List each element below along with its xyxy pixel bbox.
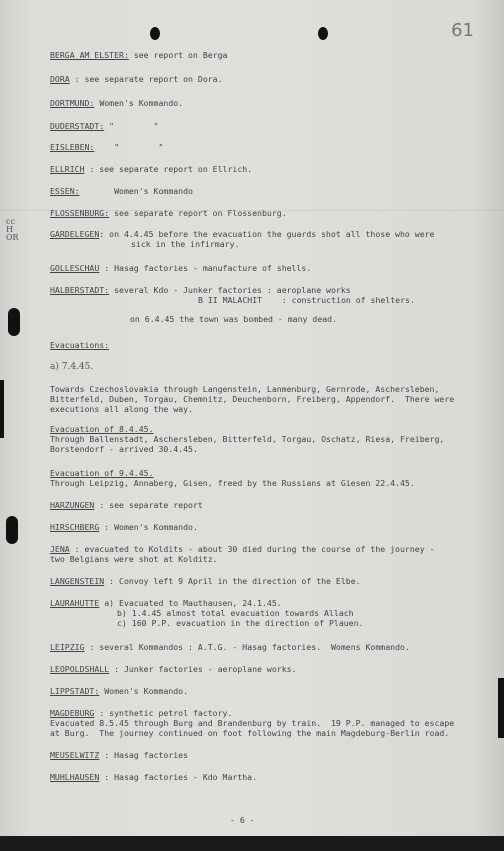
entry-essen bbox=[50, 186, 193, 196]
page-number: 61 bbox=[451, 20, 474, 41]
entry-laurahutte bbox=[50, 598, 282, 608]
entry-label: ELLRICH bbox=[50, 164, 85, 174]
entry-text: : see separate report bbox=[99, 500, 203, 510]
entry-harzungen bbox=[50, 500, 203, 510]
punch-hole-left-1 bbox=[8, 308, 20, 336]
entry-text: Women's Kommando. bbox=[104, 686, 189, 696]
entry-text: : Hasag factories bbox=[104, 750, 189, 760]
entry-text: see report on Berga bbox=[133, 50, 228, 60]
entry-label: LEOPOLDSHALL bbox=[50, 664, 110, 674]
entry-muhlhausen bbox=[50, 772, 257, 782]
evacuation-a-text: Bitterfeld, Duben, Torgau, Chemnitz, Deuchenborn, Freiberg, Appendorf. There were bbox=[50, 394, 455, 404]
entry-duderstadt bbox=[50, 121, 158, 131]
entry-text: several Kdo - Junker factories : aeroplane works bbox=[114, 285, 351, 295]
entry-dortmund bbox=[50, 98, 183, 108]
evacuation-b-text: Through Ballenstadt, Aschersleben, Bitterfeld, Torgau, Oschatz, Riesa, Freiberg, bbox=[50, 434, 445, 444]
entry-leopoldshall bbox=[50, 664, 296, 674]
entry-text: : Women's Kommando. bbox=[104, 522, 198, 532]
entry-label: BERGA AM ELSTER: bbox=[50, 50, 129, 60]
entry-label: MUHLHAUSEN bbox=[50, 772, 100, 782]
entry-label: DORTMUND: bbox=[50, 98, 95, 108]
entry-lippstadt bbox=[50, 686, 188, 696]
entry-text: : evacuated to Koldits - about 30 died during the course of the journey - bbox=[74, 544, 435, 554]
entry-leipzig bbox=[50, 642, 410, 652]
entry-text: : several Kommandos : A.T.G. - Hasag factories. Womens Kommando. bbox=[89, 642, 410, 652]
entry-ellrich bbox=[50, 164, 252, 174]
punch-hole-top-left bbox=[150, 27, 160, 40]
entry-label: GARDELEGEN bbox=[50, 229, 100, 239]
entry-label: DORA bbox=[50, 74, 70, 84]
entry-halberstadt bbox=[50, 285, 351, 295]
entry-berga bbox=[50, 50, 227, 60]
entry-label: JENA bbox=[50, 544, 70, 554]
evacuation-b-label: Evacuation of 8.4.45. bbox=[50, 424, 154, 434]
evacuation-c-label: Evacuation of 9.4.45. bbox=[50, 468, 154, 478]
entry-text: " " bbox=[114, 142, 164, 152]
entry-halberstadt-bombing: on 6.4.45 the town was bombed - many dead. bbox=[130, 314, 338, 324]
entry-langenstein bbox=[50, 576, 361, 586]
entry-text: : see separate report on Ellrich. bbox=[89, 164, 253, 174]
entry-magdeburg-cont: at Burg. The journey continued on foot following the main Magdeburg-Berlin road. bbox=[50, 728, 450, 738]
entry-dora bbox=[50, 74, 223, 84]
entry-meuselwitz bbox=[50, 750, 188, 760]
entry-label: ESSEN: bbox=[50, 186, 80, 196]
entry-label: FLOSSENBURG: bbox=[50, 208, 110, 218]
edge-shadow-left bbox=[0, 380, 4, 438]
entry-label: LEIPZIG bbox=[50, 642, 85, 652]
entry-text: Women's Kommando bbox=[114, 186, 193, 196]
entry-text: : Hasag factories - Kdo Martha. bbox=[104, 772, 258, 782]
entry-magdeburg bbox=[50, 708, 232, 718]
entry-golleschau bbox=[50, 263, 311, 273]
entry-flossenburg bbox=[50, 208, 287, 218]
entry-eisleben bbox=[50, 142, 163, 152]
evacuation-a-text: executions all along the way. bbox=[50, 404, 193, 414]
entry-halberstadt-cont: B II MALACHIT : construction of shelters. bbox=[198, 295, 415, 305]
entry-text: Women's Kommando. bbox=[99, 98, 184, 108]
entry-laurahutte-c: c) 160 P.P. evacuation in the direction of Plauen. bbox=[117, 618, 364, 628]
entry-label: HALBERSTADT: bbox=[50, 285, 110, 295]
bottom-edge-shadow bbox=[0, 836, 504, 851]
entry-text: " " bbox=[109, 121, 159, 131]
entry-text: see separate report on Flossenburg. bbox=[114, 208, 287, 218]
entry-text: : Hasag factories - manufacture of shells. bbox=[104, 263, 312, 273]
punch-hole-top-right bbox=[318, 27, 328, 40]
entry-label: LAURAHUTTE bbox=[50, 598, 100, 608]
entry-label: LANGENSTEIN bbox=[50, 576, 105, 586]
evacuation-c-text: Through Leipzig, Annaberg, Gisen, freed by the Russians at Giesen 22.4.45. bbox=[50, 478, 415, 488]
entry-text: : on 4.4.45 before the evacuation the guards shot all those who were bbox=[99, 229, 435, 239]
entry-magdeburg-cont: Evacuated 8.5.45 through Burg and Brandenburg by train. 19 P.P. managed to escape bbox=[50, 718, 455, 728]
punch-hole-left-2 bbox=[6, 516, 18, 544]
entry-gardelegen-cont: sick in the infirmary. bbox=[131, 239, 240, 249]
entry-text: : Junker factories - aeroplane works. bbox=[114, 664, 297, 674]
entry-label: DUDERSTADT: bbox=[50, 121, 105, 131]
entry-gardelegen bbox=[50, 229, 435, 239]
page-footer: - 6 - bbox=[230, 815, 255, 825]
entry-label: LIPPSTADT: bbox=[50, 686, 100, 696]
evacuation-a-label: a) 7.4.45. bbox=[50, 362, 94, 372]
entry-text: : synthetic petrol factory. bbox=[99, 708, 233, 718]
evacuations-heading: Evacuations: bbox=[50, 340, 110, 350]
margin-annotation: cc H OR bbox=[6, 217, 19, 242]
entry-label: GOLLESCHAU bbox=[50, 263, 100, 273]
entry-text: : see separate report on Dora. bbox=[74, 74, 223, 84]
evacuation-b-text: Borstendorf - arrived 30.4.45. bbox=[50, 444, 198, 454]
entry-label: EISLEBEN: bbox=[50, 142, 95, 152]
entry-label: HARZUNGEN bbox=[50, 500, 95, 510]
entry-label: HIRSCHBERG bbox=[50, 522, 100, 532]
entry-laurahutte-b: b) 1.4.45 almost total evacuation towards Allach bbox=[117, 608, 354, 618]
entry-jena-cont: two Belgians were shot at Kolditz. bbox=[50, 554, 218, 564]
entry-hirschberg bbox=[50, 522, 198, 532]
entry-label: MEUSELWITZ bbox=[50, 750, 100, 760]
entry-text: a) Evacuated to Mauthausen, 24.1.45. bbox=[104, 598, 282, 608]
entry-jena bbox=[50, 544, 435, 554]
entry-text: : Convoy left 9 April in the direction of the Elbe. bbox=[109, 576, 361, 586]
evacuation-a-text: Towards Czechoslovakia through Langenstein, Lanmenburg, Gernrode, Aschersleben, bbox=[50, 384, 440, 394]
edge-shadow-right bbox=[498, 678, 504, 738]
entry-label: MAGDEBURG bbox=[50, 708, 95, 718]
